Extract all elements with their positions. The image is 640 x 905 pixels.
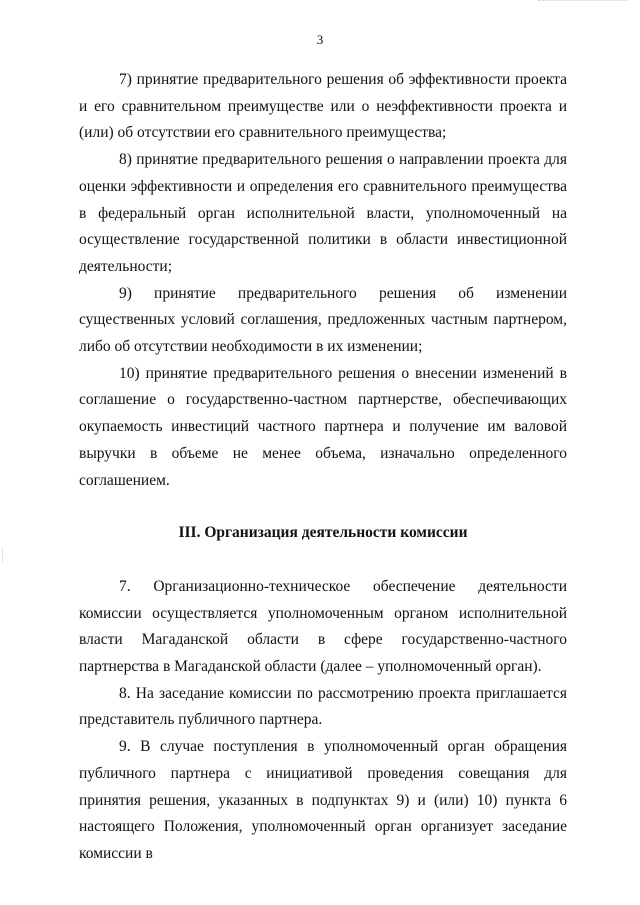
page-number: 3	[316, 32, 324, 47]
paragraph-item-7: 7) принятие предварительного решения об эффективности проекта и его сравнительном преимуществе или о неэффективности проекта и (или) об отсутствии его сравнительного преимущества;	[79, 71, 567, 142]
scan-edge-tick	[2, 548, 3, 562]
paragraph-item-9: 9) принятие предварительного решения об изменении существенных условий соглашения, предложенных частным партнером, либо об отсутствии необходимости в их изменении;	[79, 284, 567, 356]
paragraph-clause-9: 9. В случае поступления в уполномоченный орган обращения публичного партнера с инициативой проведения совещания для принятия решения, указанных в подпунктах 9) и (или) 10) пункта 6 настоящего Положения, уполномоченный орган организует заседание комиссии в	[79, 738, 567, 862]
document-body	[79, 67, 567, 868]
paragraph-item-8: 8) принятие предварительного решения о направлении проекта для оценки эффективности и определения его сравнительного преимущества в федеральный орган исполнительной власти, уполномоченный на осуществление государственной политики в области инвестиционной деятельности;	[79, 151, 567, 275]
paragraph-clause-8: 8. На заседание комиссии по рассмотрению проекта приглашается представитель публичного партнера.	[79, 684, 567, 729]
scan-edge-mark	[538, 0, 628, 4]
section-heading: III. Организация деятельности комиссии	[178, 524, 468, 542]
paragraph-clause-7: 7. Организационно-техническое обеспечение деятельности комиссии осуществляется уполномоченным органом исполнительной власти Магаданской области в сфере государственно-частного партнерства в Магаданской области (далее – уполномоченный орган).	[79, 577, 567, 676]
paragraph-item-10: 10) принятие предварительного решения о внесении изменений в соглашение о государственно-частном партнерстве, обеспечивающих окупаемость инвестиций частного партнера и получение им валовой выручки в объеме не менее объема, изначально определенного соглашением.	[79, 364, 567, 489]
